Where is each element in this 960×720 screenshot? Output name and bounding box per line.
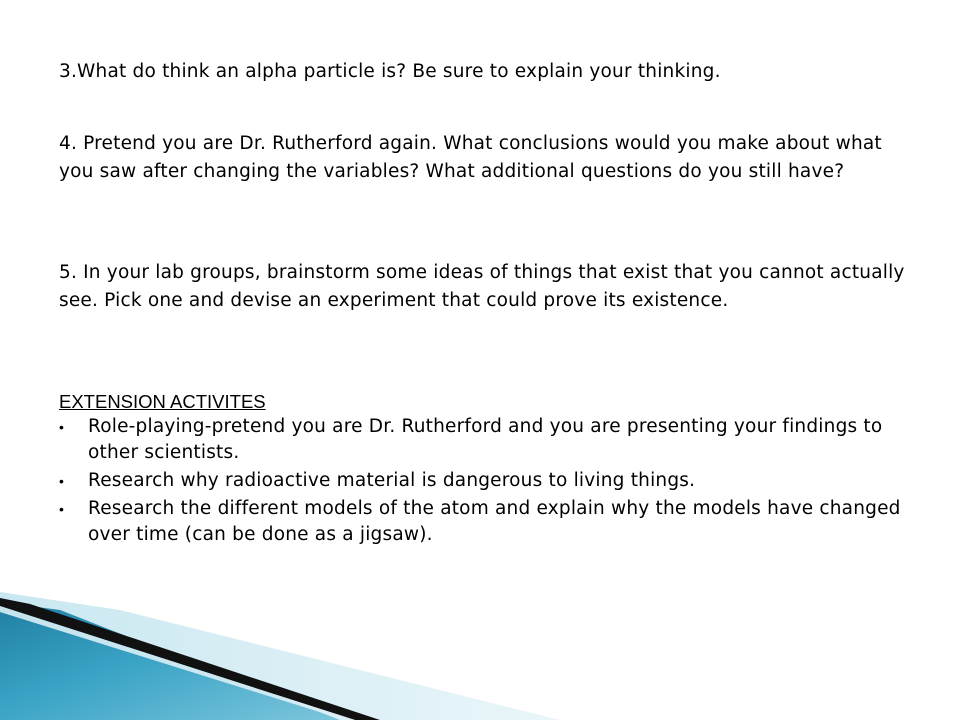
extension-list (59, 414, 919, 550)
question-4: 4. Pretend you are Dr. Rutherford again. What conclusions would you make about what you saw after changing the variables? What additional questions do you still have? (59, 133, 882, 182)
list-item (59, 496, 919, 548)
question-3: 3.What do think an alpha particle is? Be sure to explain your thinking. (59, 61, 721, 82)
list-item-text: Role-playing-pretend you are Dr. Rutherford and you are presenting your findings to other scientists. (88, 416, 883, 463)
bullet-icon: • (59, 473, 65, 489)
extension-heading: EXTENSION ACTIVITES (59, 391, 266, 412)
question-5: 5. In your lab groups, brainstorm some ideas of things that exist that you cannot actually see. Pick one and devise an experiment that could prove its existence. (59, 262, 905, 311)
corner-decoration (0, 580, 960, 720)
list-item (59, 468, 919, 494)
list-item-text: Research why radioactive material is dangerous to living things. (88, 470, 696, 491)
list-item (59, 414, 919, 466)
bullet-icon: • (59, 419, 65, 435)
bullet-icon: • (59, 501, 65, 517)
list-item-text: Research the different models of the atom and explain why the models have changed over time (can be done as a jigsaw). (88, 498, 901, 545)
